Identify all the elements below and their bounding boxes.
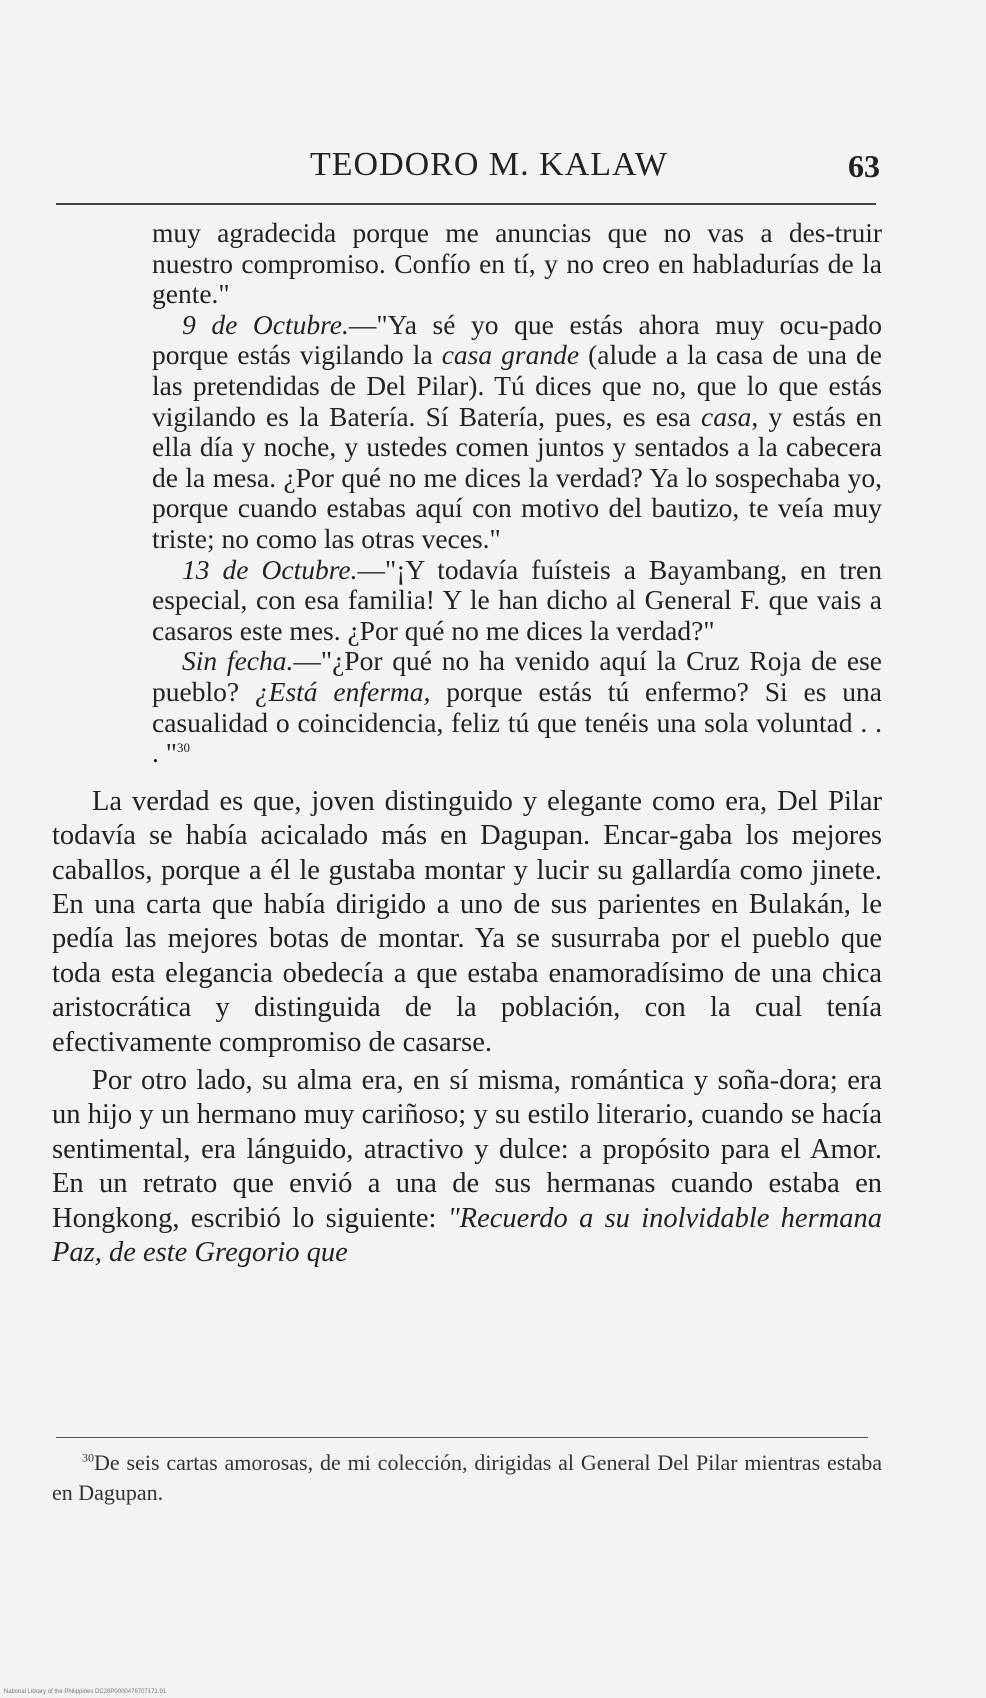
footnote-reference: 30 — [176, 739, 190, 755]
letter-sin-fecha: Sin fecha.—"¿Por qué no ha venido aquí la Cruz Roja de ese pueblo? ¿Está enferma, porque estás tú enfermo? Si es una casualidad o coincidencia, feliz tú que tenéis una sola voluntad . . . "$^{30}$ — [152, 645, 882, 769]
running-head: TEODORO M. KALAW — [310, 146, 668, 183]
quoted-letters — [152, 218, 882, 769]
body-text — [52, 218, 882, 1270]
header-rule — [56, 203, 876, 205]
narrative — [52, 785, 882, 1271]
letter-date: 13 de Octubre. — [182, 553, 358, 585]
footnote-number: 30 — [82, 1450, 94, 1465]
footnote — [52, 1448, 882, 1508]
letter-date: Sin fecha. — [182, 645, 294, 677]
narrative-paragraph: Por otro lado, su alma era, en sí misma, romántica y soña-dora; era un hijo y un hermano muy cariñoso; y su estilo literario, cuando se hacía sentimental, era lánguido, atractivo y dulce: a propósito para el Amor. En un retrato que envió a una de sus hermanas cuando estaba en Hongkong, escribió lo siguiente: "Recuerdo a su inolvidable hermana Paz, de este Gregorio que — [52, 1064, 882, 1268]
letter-9-octubre: 9 de Octubre.—"Ya sé yo que estás ahora muy ocu-pado porque estás vigilando la casa grande (alude a la casa de una de las pretendidas de Del Pilar). Tú dices que no, que lo que estás vigilando es la Batería. Sí Batería, pues, es esa casa, y estás en ella día y noche, y ustedes comen juntos y sentados a la cabecera de la mesa. ¿Por qué no me dices la verdad? Ya lo sospechaba yo, porque cuando estabas aquí con motivo del bautizo, te veía muy triste; no como las otras veces." — [152, 308, 882, 554]
narrative-paragraph: La verdad es que, joven distinguido y elegante como era, Del Pilar todavía se había acicalado más en Dagupan. Encar-gaba los mejores caballos, porque a él le gustaba montar y lucir su gallardía como jinete. En una carta que había dirigido a uno de sus parientes en Bulakán, le pedía las mejores botas de montar. Ya se susurraba por el pueblo que toda esta elegancia obedecía a que estaba enamoradísimo de una chica aristocrática y distinguida de la población, con la cual tenía efectivamente compromiso de casarse. — [52, 785, 882, 1058]
letter-13-octubre: 13 de Octubre.—"¡Y todavía fuísteis a Bayambang, en tren especial, con esa familia! Y le han dicho al General F. que vais a casaros este mes. ¿Por qué no me dices la verdad?" — [152, 553, 882, 646]
library-stamp: National Library of the Philippines DC28P0000476707171.91 — [4, 1689, 167, 1695]
footnote-rule — [56, 1437, 868, 1438]
page-number: 63 — [848, 148, 880, 184]
letter-date: 9 de Octubre. — [182, 308, 349, 340]
footnote-text: De seis cartas amorosas, de mi colección, dirigidas al General Del Pilar mientras estaba en Dagupan. — [52, 1450, 882, 1505]
letter-continuation: muy agradecida porque me anuncias que no vas a des-truir nuestro compromiso. Confío en tí, y no creo en habladurías de la gente." — [152, 217, 882, 310]
page-header — [40, 146, 880, 186]
